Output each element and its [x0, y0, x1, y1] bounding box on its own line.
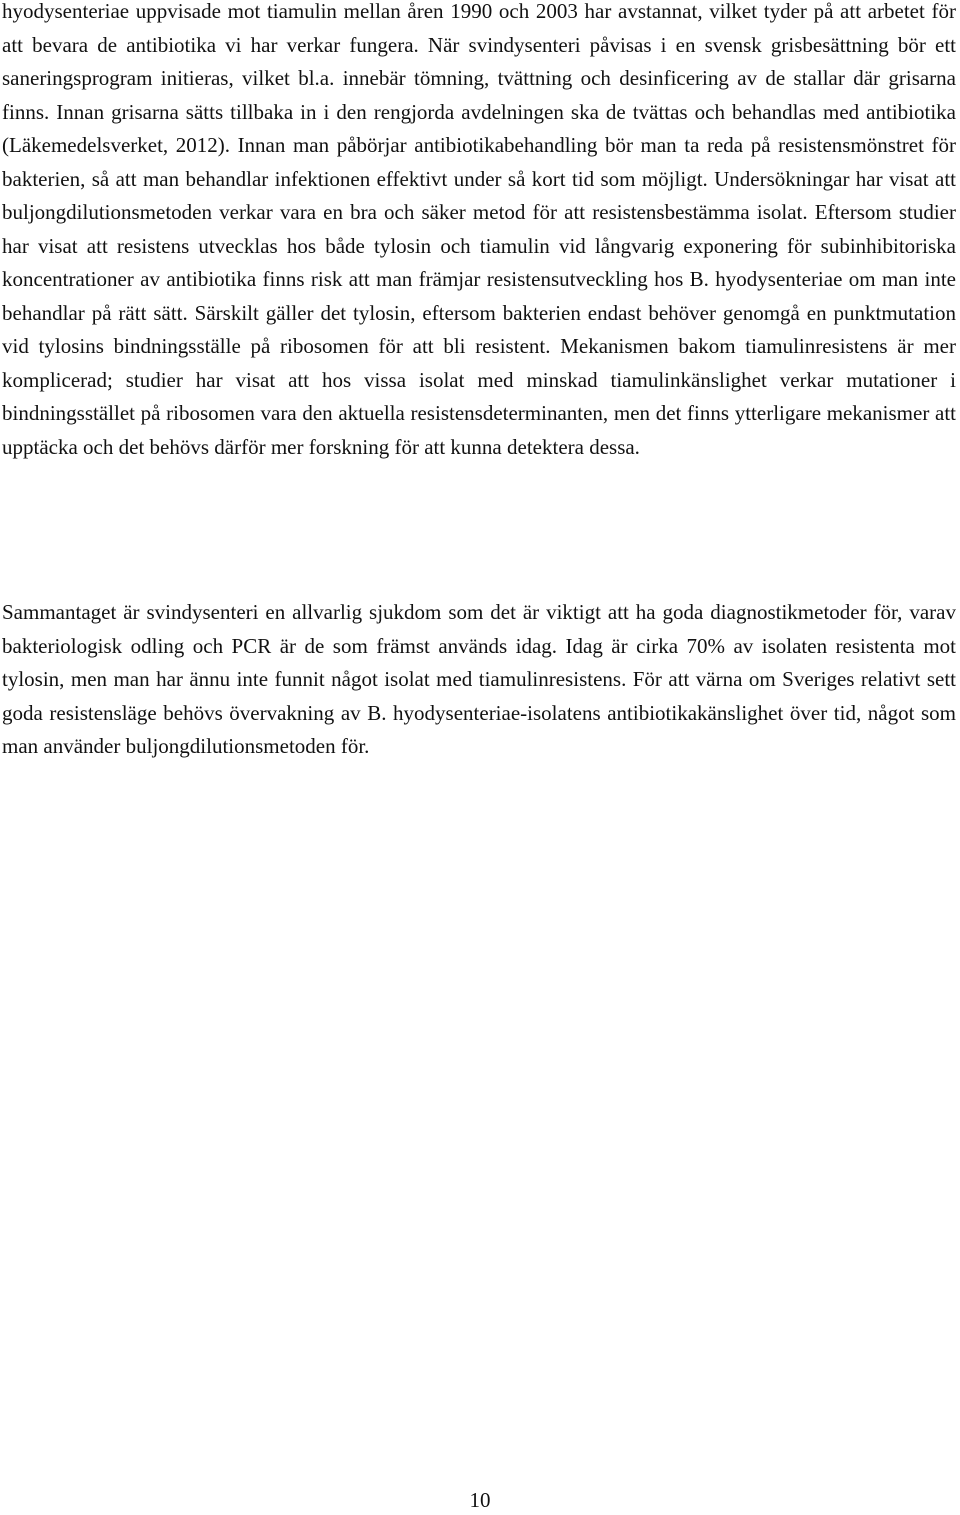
- body-paragraph-1: hyodysenteriae uppvisade mot tiamulin mellan åren 1990 och 2003 har avstannat, vilket tyder på att arbetet för att bevara de antibiotika vi har verkar fungera. När svindysenteri påvisas i en svensk grisbesättning bör ett saneringsprogram initieras, vilket bl.a. innebär tömning, tvättning och desinficering av de stallar där grisarna finns. Innan grisarna sätts tillbaka in i den rengjorda avdelningen ska de tvättas och behandlas med antibiotika (Läkemedelsverket, 2012). Innan man påbörjar antibiotikabehandling bör man ta reda på resistensmönstret för bakterien, så att man behandlar infektionen effektivt under så kort tid som möjligt. Undersökningar har visat att buljongdilutionsmetoden verkar vara en bra och säker metod för att resistensbestämma isolat. Eftersom studier har visat att resistens utvecklas hos både tylosin och tiamulin vid långvarig exponering för subinhibitoriska koncentrationer av antibiotika finns risk att man främjar resistensutveckling hos B. hyodysenteriae om man inte behandlar på rätt sätt. Särskilt gäller det tylosin, eftersom bakterien endast behöver genomgå en punktmutation vid tylosins bindningsställe på ribosomen för att bli resistent. Mekanismen bakom tiamulinresistens är mer komplicerad; studier har visat att hos vissa isolat med minskad tiamulinkänslighet verkar mutationer i bindningsstället på ribosomen vara den aktuella resistensdeterminanten, men det finns ytterligare mekanismer att upptäcka och det behövs därför mer forskning för att kunna detektera dessa.: [2, 0, 956, 459]
- page-number: 10: [469, 1488, 491, 1512]
- body-paragraph-2: Sammantaget är svindysenteri en allvarlig sjukdom som det är viktigt att ha goda diagnostikmetoder för, varav bakteriologisk odling och PCR är de som främst används idag. Idag är cirka 70% av isolaten resistenta mot tylosin, men man har ännu inte funnit något isolat med tiamulinresistens. För att värna om Sveriges relativt sett goda resistensläge behövs övervakning av B. hyodysenteriae-isolatens antibiotikakänslighet över tid, något som man använder buljongdilutionsmetoden för.: [2, 600, 956, 758]
